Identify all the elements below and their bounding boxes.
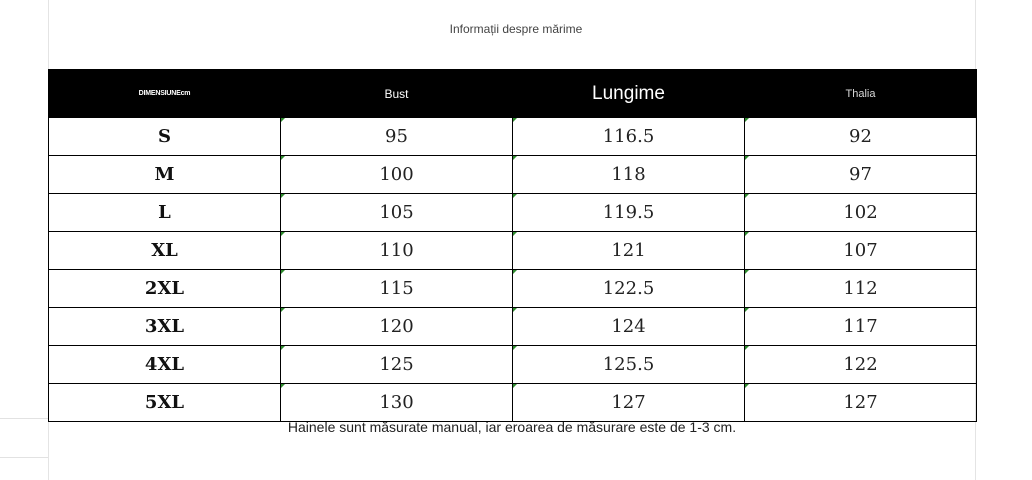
bust-value: 115 — [379, 278, 414, 299]
corner-marker-icon — [281, 384, 285, 388]
size-cell: XL — [49, 232, 281, 270]
corner-marker-icon — [513, 384, 517, 388]
waist-cell — [745, 308, 977, 346]
corner-marker-icon — [281, 118, 285, 122]
corner-marker-icon — [745, 118, 749, 122]
page-title: Informații despre mărime — [449, 22, 583, 36]
bust-value: 120 — [379, 316, 414, 337]
size-cell: 4XL — [49, 346, 281, 384]
length-cell — [513, 156, 745, 194]
length-cell — [513, 308, 745, 346]
corner-marker-icon — [281, 194, 285, 198]
size-cell: M — [49, 156, 281, 194]
corner-marker-icon — [513, 308, 517, 312]
corner-marker-icon — [513, 346, 517, 350]
corner-marker-icon — [513, 156, 517, 160]
corner-marker-icon — [745, 156, 749, 160]
bust-value: 105 — [379, 202, 414, 223]
waist-cell — [745, 346, 977, 384]
corner-marker-icon — [513, 118, 517, 122]
table-row — [49, 118, 977, 156]
corner-marker-icon — [513, 194, 517, 198]
length-cell — [513, 346, 745, 384]
length-value: 118 — [611, 164, 646, 185]
side-panel — [0, 418, 48, 458]
waist-cell — [745, 384, 977, 422]
bust-value: 95 — [385, 126, 408, 147]
bust-cell — [281, 308, 513, 346]
corner-marker-icon — [745, 232, 749, 236]
length-value: 122.5 — [602, 278, 655, 299]
table-row — [49, 156, 977, 194]
corner-marker-icon — [745, 346, 749, 350]
length-cell — [513, 194, 745, 232]
corner-marker-icon — [745, 194, 749, 198]
bust-value: 110 — [379, 240, 414, 261]
length-cell — [513, 384, 745, 422]
waist-cell — [745, 156, 977, 194]
waist-value: 112 — [843, 278, 878, 299]
length-value: 121 — [611, 240, 646, 261]
table-row — [49, 384, 977, 422]
length-value: 125.5 — [602, 354, 655, 375]
corner-marker-icon — [745, 308, 749, 312]
table-row — [49, 270, 977, 308]
header-bust: Bust — [281, 70, 513, 118]
bust-cell — [281, 156, 513, 194]
waist-value: 127 — [843, 392, 878, 413]
length-value: 127 — [611, 392, 646, 413]
waist-value: 122 — [843, 354, 878, 375]
corner-marker-icon — [745, 384, 749, 388]
bust-cell — [281, 194, 513, 232]
corner-marker-icon — [281, 346, 285, 350]
size-cell: 2XL — [49, 270, 281, 308]
size-cell: 3XL — [49, 308, 281, 346]
size-cell: 5XL — [49, 384, 281, 422]
bust-value: 100 — [379, 164, 414, 185]
corner-marker-icon — [513, 232, 517, 236]
corner-marker-icon — [281, 308, 285, 312]
table-row — [49, 232, 977, 270]
corner-marker-icon — [281, 232, 285, 236]
length-cell — [513, 118, 745, 156]
waist-value: 102 — [843, 202, 878, 223]
table-row — [49, 194, 977, 232]
bust-cell — [281, 118, 513, 156]
size-cell: L — [49, 194, 281, 232]
size-cell: S — [49, 118, 281, 156]
bust-cell — [281, 384, 513, 422]
waist-cell — [745, 270, 977, 308]
corner-marker-icon — [513, 270, 517, 274]
table-header-row — [49, 70, 977, 118]
waist-value: 117 — [843, 316, 878, 337]
bust-cell — [281, 270, 513, 308]
corner-marker-icon — [745, 270, 749, 274]
table-row — [49, 308, 977, 346]
waist-value: 97 — [849, 164, 872, 185]
length-value: 119.5 — [602, 202, 655, 223]
length-value: 124 — [611, 316, 646, 337]
header-length: Lungime — [513, 70, 745, 118]
waist-cell — [745, 118, 977, 156]
length-cell — [513, 232, 745, 270]
corner-marker-icon — [281, 156, 285, 160]
bust-cell — [281, 232, 513, 270]
length-cell — [513, 270, 745, 308]
bust-cell — [281, 346, 513, 384]
waist-value: 92 — [849, 126, 872, 147]
measurement-footnote: Hainele sunt măsurate manual, iar eroarea de măsurare este de 1-3 cm. — [287, 419, 737, 435]
waist-value: 107 — [843, 240, 878, 261]
size-chart-table — [48, 69, 977, 422]
waist-cell — [745, 194, 977, 232]
header-size: DIMENSIUNEcm — [49, 70, 281, 118]
bust-value: 130 — [379, 392, 414, 413]
table-row — [49, 346, 977, 384]
waist-cell — [745, 232, 977, 270]
bust-value: 125 — [379, 354, 414, 375]
length-value: 116.5 — [602, 126, 655, 147]
corner-marker-icon — [281, 270, 285, 274]
header-waist: Thalia — [745, 70, 977, 118]
